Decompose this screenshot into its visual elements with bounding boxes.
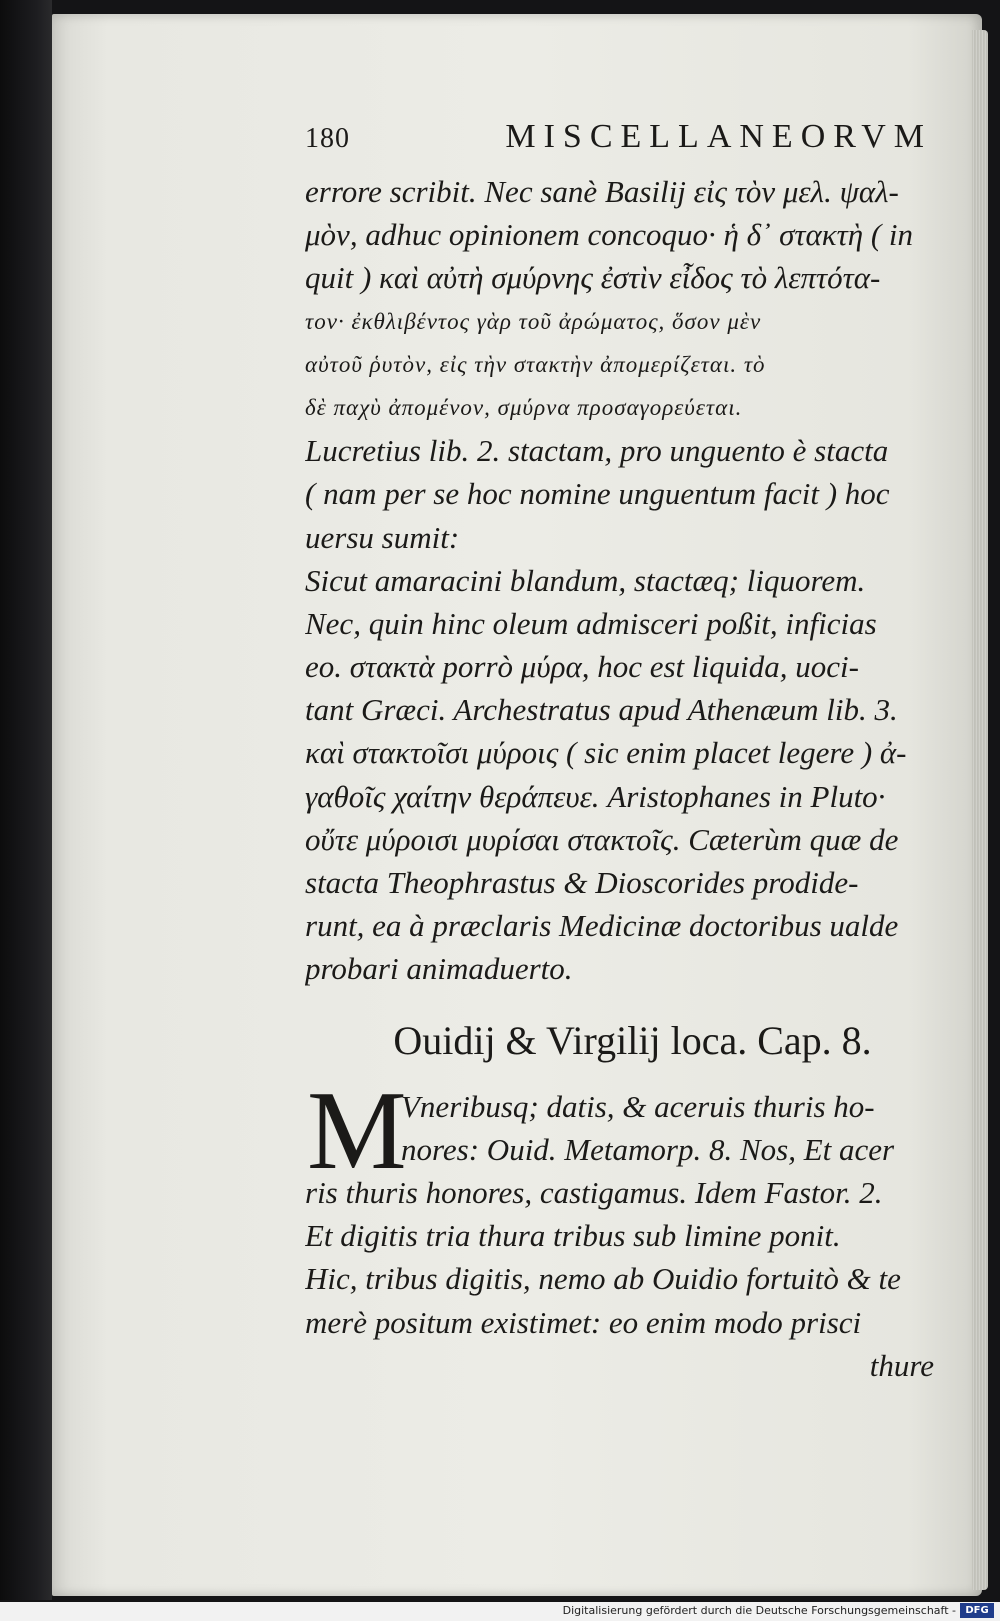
text-line: Nec, quin hinc oleum admisceri poßit, inficias bbox=[305, 605, 877, 641]
text-line: runt, ea à præclaris Medicinæ doctoribus ualde bbox=[305, 908, 899, 944]
digitization-credit: Digitalisierung gefördert durch die Deutsche Forschungsgemeinschaft - bbox=[562, 1604, 956, 1617]
book-binding-edge bbox=[0, 0, 52, 1600]
page-number: 180 bbox=[305, 123, 350, 154]
catchword: thure bbox=[869, 1347, 934, 1383]
text-line: stacta Theophrastus & Dioscorides prodide- bbox=[305, 865, 859, 900]
text-line: Hic, tribus digitis, nemo ab Ouidio fortuitò & te bbox=[305, 1261, 901, 1297]
running-head bbox=[305, 118, 940, 170]
greek-text-line: δὲ παχὺ ἀπομένον, σμύρνα προσαγορεύεται. bbox=[305, 394, 743, 420]
dfg-logo: DFG bbox=[960, 1603, 994, 1618]
running-title: MISCELLANEORVM bbox=[505, 118, 932, 155]
text-line: tant Græci. Archestratus apud Athenæum lib. 3. bbox=[305, 692, 898, 728]
page-fore-edge bbox=[972, 30, 988, 1590]
text-line: Lucretius lib. 2. stactam, pro unguento è stacta bbox=[305, 433, 889, 469]
text-line: Vneribusq; datis, & aceruis thuris ho- bbox=[401, 1088, 875, 1124]
text-line: errore scribit. Nec sanè Basilij εἰς τὸν μελ. ψαλ- bbox=[305, 174, 899, 209]
text-line: probari animaduerto. bbox=[305, 951, 573, 987]
text-line: ris thuris honores, castigamus. Idem Fastor. 2. bbox=[305, 1174, 883, 1210]
text-line: quit ) καὶ αὐτὴ σμύρνης ἐστὶν εἶδος τὸ λεπτότα- bbox=[305, 260, 881, 296]
drop-cap-initial: M bbox=[307, 1068, 407, 1193]
greek-text-line: αὐτοῦ ῥυτὸν, εἰς τὴν στακτὴν ἀπομερίζεται. τὸ bbox=[305, 351, 766, 377]
paragraph-1 bbox=[305, 170, 940, 991]
text-line: καὶ στακτοῖσι μύροις ( sic enim placet legere ) ἀ- bbox=[305, 735, 907, 771]
text-line: eo. στακτὰ porrò μύρα, hoc est liquida, uoci- bbox=[305, 649, 859, 685]
text-line: uersu sumit: bbox=[305, 519, 460, 555]
text-line: merè positum existimet: eo enim modo prisci bbox=[305, 1304, 862, 1340]
text-line: μὸν, adhuc opinionem concoquo· ἡ δ᾿ στακτὴ ( in bbox=[305, 217, 914, 253]
verse-quotation: Et digitis tria thura tribus sub limine ponit. bbox=[305, 1218, 841, 1254]
text-block bbox=[305, 118, 940, 1387]
text-line: ( nam per se hoc nomine unguentum facit ) hoc bbox=[305, 476, 890, 512]
verse-quotation: Sicut amaracini blandum, stactæq; liquorem. bbox=[305, 562, 866, 598]
greek-text-line: τον· ἐκθλιβέντος γὰρ τοῦ ἀρώματος, ὅσον μὲν bbox=[305, 308, 762, 334]
text-line: οὔτε μύροισι μυρίσαι στακτοῖς. Cæterùm quæ de bbox=[305, 821, 899, 857]
paragraph-2 bbox=[305, 1068, 940, 1387]
text-line: nores: Ouid. Metamorp. 8. Nos, Et acer bbox=[401, 1131, 895, 1167]
text-line: γαθοῖς χαίτην θεράπευε. Aristophanes in Pluto· bbox=[305, 778, 886, 814]
chapter-heading: Ouidij & Virgilij loca. Cap. 8. bbox=[393, 1017, 872, 1063]
